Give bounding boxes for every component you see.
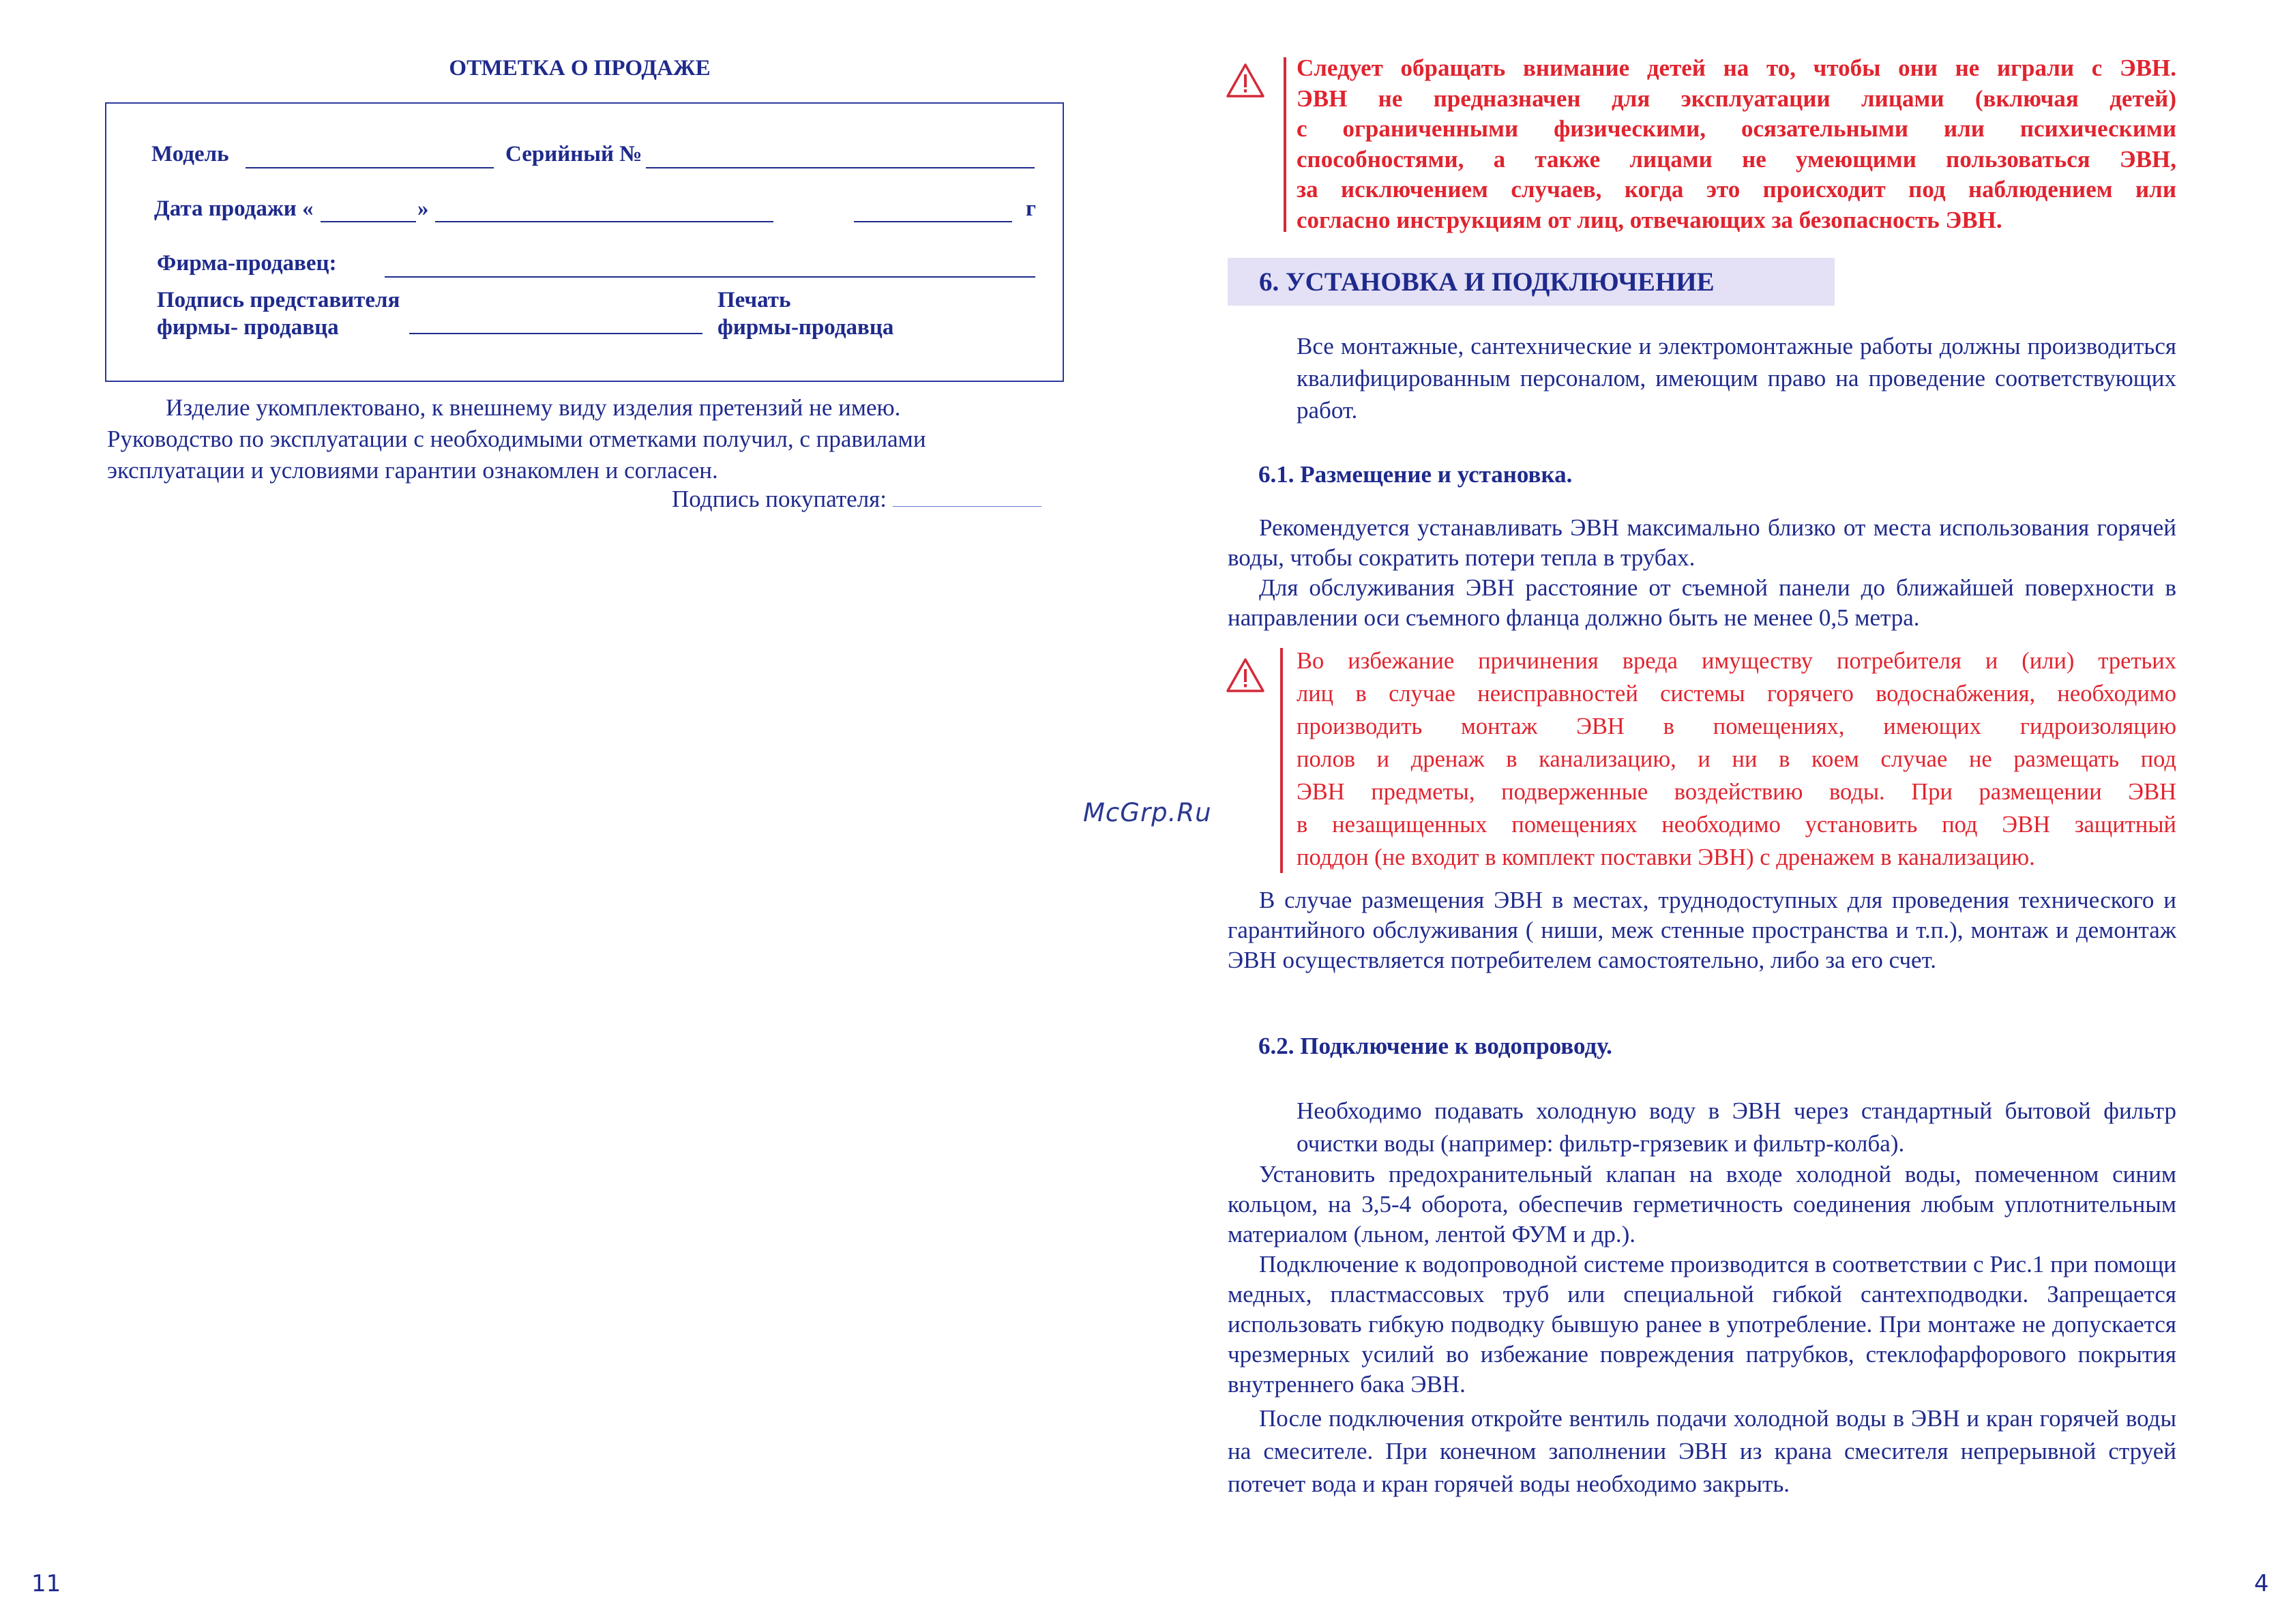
serial-label: Серийный №: [505, 142, 642, 166]
filling-para: После подключения откройте вентиль подачи холодной воды в ЭВН и кран горячей воды на смесителе. При конечном заполнении ЭВН из крана смесителя непрерывной струей потечет вода и кран горячей воды необходимо закрыть.: [1228, 1405, 2176, 1497]
children-warning: [1297, 53, 2176, 235]
model-label: Модель: [151, 142, 229, 166]
buyer-signature: [672, 486, 1041, 513]
year-suffix: г: [1026, 196, 1036, 221]
signature-label-line1: Подпись представителя: [157, 288, 400, 312]
placement-para-2: Для обслуживания ЭВН расстояние от съемной панели до ближайшей поверхности в направлении оси съемного фланца должно быть не менее 0,5 метра.: [1228, 574, 2176, 631]
sale-date-quote: »: [417, 196, 429, 221]
sale-record-title: ОТМЕТКА О ПРОДАЖЕ: [449, 56, 711, 80]
warning-line: в незащищенных помещениях необходимо установить под ЭВН защитный: [1297, 812, 2176, 838]
sale-date-label: Дата продажи «: [154, 196, 314, 221]
stamp-label-line1: Печать: [717, 288, 791, 312]
warning-triangle-icon: [1226, 658, 1265, 693]
placement-para-1: Рекомендуется устанавливать ЭВН максимально близко от места использования горячей воды, чтобы сократить потери тепла в трубах.: [1228, 514, 2176, 571]
subsection-6-1-title: 6.1. Размещение и установка.: [1258, 461, 1573, 488]
buyer-statement: [107, 392, 1062, 486]
intro-paragraph: [1297, 330, 2176, 426]
warning-line: полов и дренаж в канализацию, и ни в коем случае не размещать под: [1297, 746, 2176, 772]
warning-line: ЭВН предметы, подверженные воздействию воды. При размещении ЭВН: [1297, 779, 2176, 805]
warning-triangle-icon: [1226, 63, 1265, 98]
hard-access-text: В случае размещения ЭВН в местах, труднодоступных для проведения технического и гарантийного обслуживания ( ниши, меж стенные пространства и т.п.), монтаж и демонтаж ЭВН осуществляется потребителем самостоятельно, либо за его счет.: [1228, 887, 2176, 973]
right-page-number: 4: [2254, 1570, 2269, 1597]
buyer-signature-label: Подпись покупателя:: [672, 486, 893, 512]
section-heading: [1228, 258, 1835, 306]
representative-signature-field[interactable]: [409, 333, 702, 334]
buyer-signature-field[interactable]: [893, 506, 1041, 507]
warning-line: Во избежание причинения вреда имуществу потребителя и (или) третьих: [1297, 648, 2176, 674]
warning-line: с ограниченными физическими, осязательными или психическими: [1297, 115, 2176, 142]
warning-line: за исключением случаев, когда это происходит под наблюдением или: [1297, 176, 2176, 203]
seller-field[interactable]: [385, 276, 1035, 278]
watermark: McGrp.Ru: [1083, 798, 1212, 827]
placement-paragraphs: [1228, 513, 2176, 633]
valve-para: Установить предохранительный клапан на входе холодной воды, помеченном синим кольцом, на 3,5-4 оборота, обеспечив герметичность соединения любым уплотнительным материалом (льном, лентой ФУМ и др.).: [1228, 1161, 2176, 1247]
warning-line: производить монтаж ЭВН в помещениях, имеющих гидроизоляцию: [1297, 713, 2176, 739]
sale-year-field[interactable]: [854, 221, 1012, 222]
warning-line: способностями, а также лицами не умеющими пользоваться ЭВН,: [1297, 145, 2176, 173]
warning-line: Следует обращать внимание детей на то, чтобы они не играли с ЭВН.: [1297, 55, 2176, 81]
filter-text: Необходимо подавать холодную воду в ЭВН через стандартный бытовой фильтр очистки воды (например: фильтр-грязевик и фильтр-колба).: [1297, 1097, 2176, 1157]
sale-month-field[interactable]: [435, 221, 773, 222]
warning-line: ЭВН не предназначен для эксплуатации лицами (включая детей): [1297, 85, 2176, 112]
section-title: 6. УСТАНОВКА И ПОДКЛЮЧЕНИЕ: [1259, 267, 1715, 297]
seller-label: Фирма-продавец:: [157, 251, 337, 276]
sale-record-form: [105, 102, 1064, 382]
stamp-label-line2: фирмы-продавца: [717, 315, 894, 340]
serial-field[interactable]: [646, 167, 1035, 168]
statement-line-2: Руководство по эксплуатации с необходимыми отметками получил, с правилами: [107, 426, 926, 452]
statement-line-1: Изделие укомплектовано, к внешнему виду изделия претензий не имею.: [166, 394, 901, 421]
warning-bar: [1284, 57, 1286, 232]
filter-paragraph: [1297, 1095, 2176, 1160]
sale-day-field[interactable]: [321, 221, 416, 222]
property-damage-warning: [1297, 645, 2176, 874]
signature-label-line2: фирмы- продавца: [157, 315, 339, 340]
connection-paragraphs: [1228, 1160, 2176, 1501]
model-field[interactable]: [246, 167, 494, 168]
intro-text: Все монтажные, сантехнические и электромонтажные работы должны производиться квалифицированным персоналом, имеющим право на проведение соответствующих работ.: [1297, 333, 2176, 424]
plumbing-para: Подключение к водопроводной системе производится в соответствии с Рис.1 при помощи медных, пластмассовых труб или специальной гибкой сантехподводки. Запрещается использовать гибкую подводку бывшую ранее в употребление. При монтаже не допускается чрезмерных усилий во избежание повреждения патрубков, стеклофарфорового покрытия внутреннего бака ЭВН.: [1228, 1251, 2176, 1398]
subsection-6-2-title: 6.2. Подключение к водопроводу.: [1258, 1033, 1612, 1059]
warning-line: лиц в случае неисправностей системы горячего водоснабжения, необходимо: [1297, 681, 2176, 707]
left-page-number: 11: [31, 1570, 61, 1597]
warning-line: поддон (не входит в комплект поставки ЭВН) с дренажем в канализацию.: [1297, 844, 2035, 870]
hard-access-paragraph: [1228, 885, 2176, 975]
warning-line: согласно инструкциям от лиц, отвечающих за безопасность ЭВН.: [1297, 206, 2002, 233]
statement-line-3: эксплуатации и условиями гарантии ознакомлен и согласен.: [107, 457, 718, 484]
warning-bar: [1280, 648, 1283, 873]
